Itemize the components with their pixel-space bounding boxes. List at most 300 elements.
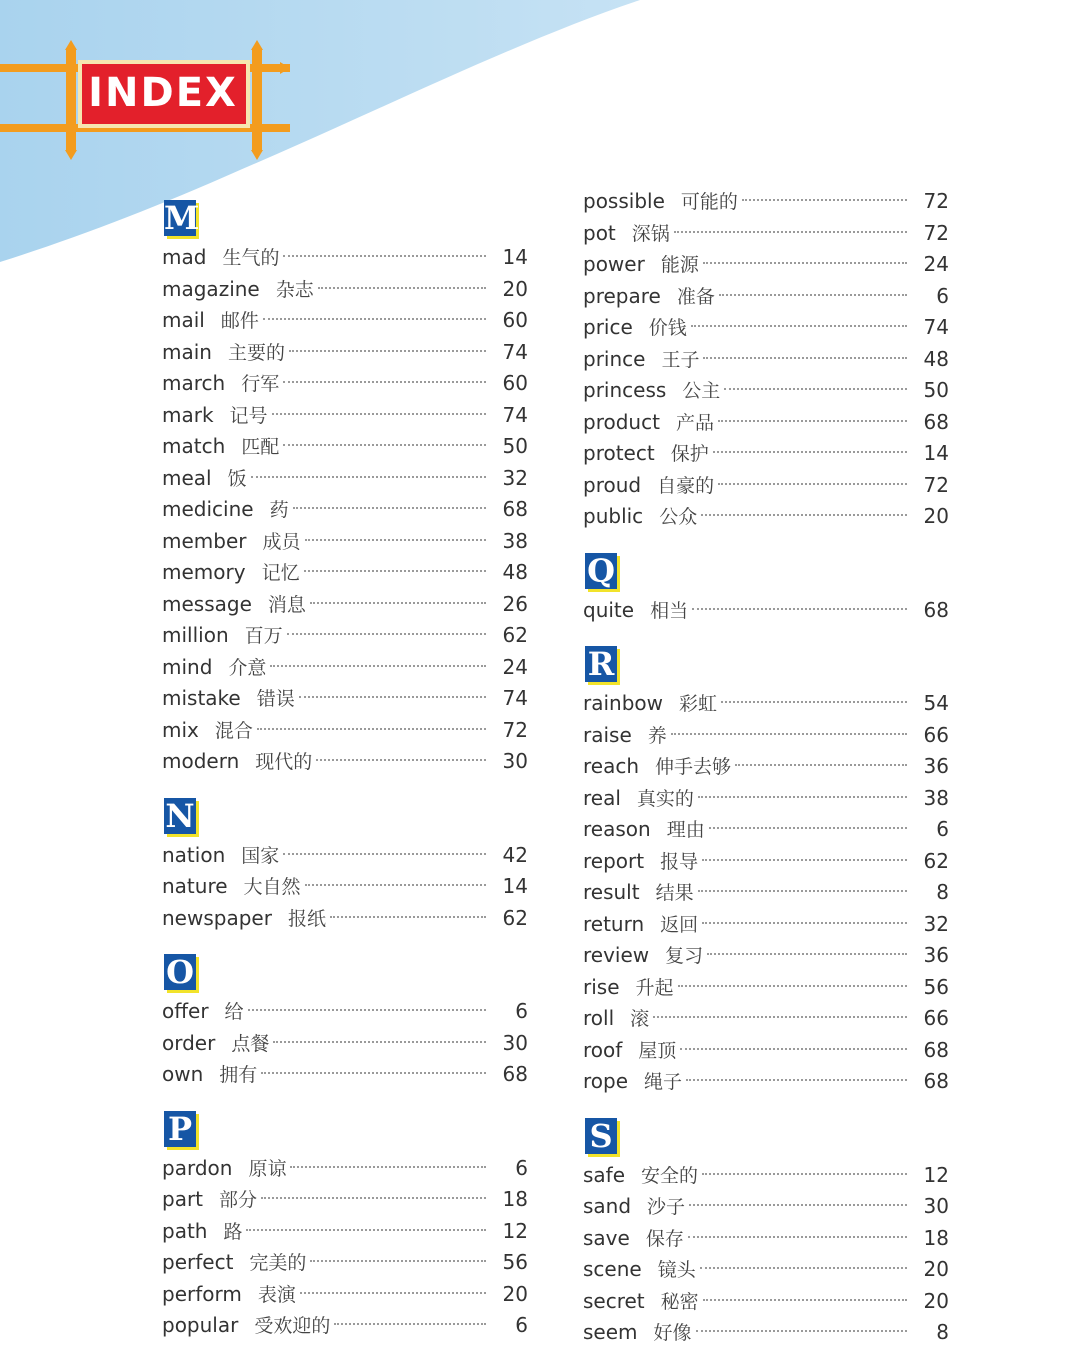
entry-word: report [583, 848, 645, 873]
dot-leader [283, 255, 486, 257]
entry-page-number: 50 [502, 434, 528, 458]
section-n-entries [162, 840, 528, 935]
section-letter-q: Q [585, 553, 617, 589]
entry-word: product [583, 409, 660, 434]
section-p [162, 1111, 528, 1342]
entry-translation: 错误 [256, 688, 295, 710]
section-letter-s: S [585, 1118, 617, 1154]
entry-word: roll [583, 1006, 615, 1030]
entry-page-number: 12 [923, 1162, 949, 1187]
index-entry [162, 840, 528, 872]
entry-page-number: 72 [923, 472, 949, 497]
index-entry [162, 1059, 528, 1091]
index-entry [583, 218, 949, 250]
entry-word: protect [583, 441, 655, 465]
entry-word: raise [583, 722, 632, 747]
entry-translation: 报导 [660, 850, 699, 873]
section-o-entries [162, 996, 528, 1091]
entry-translation: 养 [647, 724, 667, 747]
entry-translation: 沙子 [647, 1196, 686, 1218]
section-p-continued [583, 186, 949, 533]
dot-leader [703, 1299, 907, 1301]
index-entry [162, 1216, 528, 1248]
entry-translation: 结果 [655, 882, 694, 904]
index-entry [583, 186, 949, 218]
entry-page-number: 20 [502, 1281, 528, 1306]
index-entry [162, 494, 528, 526]
index-column-left [162, 200, 528, 1362]
entry-page-number: 18 [923, 1225, 949, 1250]
dot-leader [299, 696, 486, 698]
index-banner [0, 40, 290, 160]
entry-word: result [583, 880, 640, 904]
dot-leader [678, 985, 907, 987]
index-entry [162, 1184, 528, 1216]
dot-leader [318, 287, 486, 289]
dot-leader [713, 451, 907, 453]
entry-translation: 可能的 [680, 191, 738, 213]
dot-leader [653, 1016, 907, 1018]
entry-page-number: 42 [502, 842, 528, 867]
entry-translation: 记号 [229, 404, 268, 427]
entry-page-number: 56 [502, 1250, 528, 1274]
dot-leader [692, 608, 907, 610]
dot-leader [724, 388, 907, 390]
section-p-entries [162, 1153, 528, 1342]
entry-word: nation [162, 842, 226, 867]
dot-leader [263, 318, 486, 320]
entry-word: part [162, 1187, 204, 1211]
index-entry [583, 344, 949, 376]
entry-word: match [162, 434, 226, 458]
index-entry [583, 281, 949, 313]
entry-page-number: 72 [923, 220, 949, 245]
entry-page-number: 48 [502, 560, 528, 584]
entry-translation: 路 [223, 1220, 243, 1243]
dot-leader [283, 853, 486, 855]
entry-word: march [162, 371, 226, 395]
entry-page-number: 6 [515, 1155, 528, 1180]
entry-page-number: 18 [502, 1187, 528, 1211]
entry-word: possible [583, 189, 665, 213]
dot-leader [316, 759, 486, 761]
entry-page-number: 50 [923, 378, 949, 402]
dot-leader [688, 1236, 907, 1238]
entry-translation: 行军 [241, 373, 280, 395]
entry-word: path [162, 1218, 208, 1243]
entry-word: magazine [162, 276, 260, 301]
section-q [583, 553, 949, 627]
entry-translation: 主要的 [227, 341, 285, 364]
entry-page-number: 12 [502, 1218, 528, 1243]
dot-leader [703, 262, 907, 264]
entry-word: power [583, 252, 645, 276]
entry-word: mistake [162, 686, 241, 710]
section-letter-n: N [165, 796, 195, 835]
entry-translation: 公众 [659, 506, 698, 528]
entry-word: mind [162, 654, 213, 679]
entry-translation: 能源 [660, 254, 699, 276]
section-letter-m: M [164, 199, 200, 237]
dot-leader [696, 1330, 907, 1332]
index-entry [162, 652, 528, 684]
section-n [162, 798, 528, 935]
entry-translation: 部分 [219, 1189, 258, 1211]
entry-translation: 表演 [257, 1283, 296, 1306]
dot-leader [305, 884, 486, 886]
dot-leader [698, 890, 907, 892]
entry-word: pot [583, 220, 616, 245]
dot-leader [330, 916, 486, 918]
index-entry [583, 940, 949, 972]
index-entry [583, 1286, 949, 1318]
entry-word: message [162, 591, 252, 616]
entry-page-number: 6 [515, 999, 528, 1023]
section-s [583, 1118, 949, 1349]
section-m-entries [162, 242, 528, 778]
dot-leader [674, 231, 907, 233]
entry-translation: 升起 [635, 976, 674, 999]
entry-word: price [583, 315, 633, 339]
entry-word: mail [162, 308, 205, 332]
entry-word: sand [583, 1194, 632, 1218]
dot-leader [248, 1009, 486, 1011]
entry-page-number: 14 [502, 874, 528, 898]
entry-word: real [583, 785, 621, 810]
index-entry [162, 1279, 528, 1311]
entry-page-number: 30 [502, 749, 528, 773]
index-entry [583, 1223, 949, 1255]
entry-word: save [583, 1225, 630, 1250]
entry-page-number: 62 [502, 905, 528, 930]
section-o [162, 954, 528, 1091]
entry-word: seem [583, 1320, 638, 1344]
entry-page-number: 60 [502, 308, 528, 332]
entry-translation: 保存 [645, 1227, 684, 1250]
entry-translation: 相当 [650, 599, 689, 622]
dot-leader [290, 1166, 486, 1168]
dot-leader [293, 507, 486, 509]
dot-leader [700, 1267, 907, 1269]
index-entry [583, 1317, 949, 1349]
entry-page-number: 20 [502, 276, 528, 301]
entry-translation: 受欢迎的 [254, 1315, 331, 1337]
index-entry [583, 688, 949, 720]
entry-translation: 介意 [228, 656, 267, 679]
dot-leader [289, 350, 486, 352]
index-entry [583, 846, 949, 878]
entry-word: perfect [162, 1250, 234, 1274]
index-entry [583, 783, 949, 815]
dot-leader [272, 413, 486, 415]
entry-page-number: 20 [923, 504, 949, 528]
entry-word: newspaper [162, 905, 272, 930]
index-column-right [583, 186, 949, 1369]
dot-leader [689, 1204, 907, 1206]
entry-word: public [583, 504, 644, 528]
entry-translation: 王子 [661, 348, 700, 371]
dot-leader [718, 483, 907, 485]
entry-word: order [162, 1030, 216, 1055]
dot-leader [719, 294, 907, 296]
dot-leader [300, 1292, 486, 1294]
entry-word: proud [583, 472, 642, 497]
dot-leader [273, 1041, 486, 1043]
entry-page-number: 24 [502, 654, 528, 679]
entry-translation: 点餐 [231, 1032, 270, 1055]
entry-word: prepare [583, 283, 661, 308]
entry-translation: 绳子 [644, 1071, 683, 1093]
entry-page-number: 6 [515, 1313, 528, 1337]
index-entry [583, 249, 949, 281]
entry-word: meal [162, 465, 212, 490]
entry-page-number: 68 [923, 1069, 949, 1093]
index-entry [583, 470, 949, 502]
dot-leader [261, 1197, 486, 1199]
entry-page-number: 6 [936, 283, 949, 308]
entry-page-number: 68 [502, 1062, 528, 1086]
entry-word: main [162, 339, 212, 364]
dot-leader [257, 728, 486, 730]
entry-page-number: 8 [936, 880, 949, 904]
index-entry [162, 400, 528, 432]
entry-word: million [162, 623, 229, 647]
entry-translation: 成员 [262, 530, 301, 553]
dot-leader [287, 633, 486, 635]
index-entry [162, 620, 528, 652]
dot-leader [709, 827, 907, 829]
entry-translation: 伸手去够 [655, 756, 732, 778]
dot-leader [246, 1229, 486, 1231]
index-entry [162, 1028, 528, 1060]
entry-word: return [583, 911, 645, 936]
index-entry [162, 589, 528, 621]
entry-word: reach [583, 754, 640, 778]
entry-page-number: 54 [923, 691, 949, 715]
entry-translation: 混合 [214, 719, 253, 742]
dot-leader [707, 953, 907, 955]
entry-page-number: 30 [502, 1030, 528, 1055]
entry-translation: 给 [224, 1001, 244, 1023]
entry-word: safe [583, 1162, 626, 1187]
entry-translation: 生气的 [222, 247, 280, 269]
entry-page-number: 74 [923, 315, 949, 339]
entry-translation: 滚 [630, 1008, 650, 1030]
index-entry [583, 438, 949, 470]
dot-leader [671, 733, 907, 735]
entry-word: reason [583, 817, 651, 841]
entry-translation: 安全的 [641, 1164, 699, 1187]
entry-word: popular [162, 1313, 239, 1337]
index-entry [162, 463, 528, 495]
entry-translation: 邮件 [220, 310, 259, 332]
entry-translation: 价钱 [648, 317, 687, 339]
entry-page-number: 66 [923, 722, 949, 747]
index-entry [583, 751, 949, 783]
index-entry [583, 814, 949, 846]
entry-page-number: 60 [502, 371, 528, 395]
dot-leader [718, 420, 907, 422]
entry-translation: 完美的 [249, 1252, 307, 1274]
entry-page-number: 74 [502, 339, 528, 364]
index-entry [583, 501, 949, 533]
entry-page-number: 30 [923, 1194, 949, 1218]
dot-leader [270, 665, 486, 667]
entry-page-number: 32 [923, 911, 949, 936]
index-entry [162, 242, 528, 274]
entry-translation: 理由 [666, 819, 705, 841]
index-entry [162, 1153, 528, 1185]
dot-leader [680, 1048, 907, 1050]
entry-page-number: 24 [923, 252, 949, 276]
dot-leader [251, 476, 486, 478]
dot-leader [701, 514, 907, 516]
index-entry [162, 871, 528, 903]
entry-word: modern [162, 749, 240, 773]
entry-translation: 保护 [670, 443, 709, 465]
entry-word: nature [162, 874, 228, 898]
entry-page-number: 38 [923, 785, 949, 810]
entry-word: perform [162, 1281, 242, 1306]
entry-translation: 饭 [227, 467, 247, 490]
index-entry [162, 1247, 528, 1279]
dot-leader [283, 381, 486, 383]
entry-translation: 药 [269, 499, 289, 521]
index-entry [583, 1066, 949, 1098]
entry-page-number: 74 [502, 686, 528, 710]
entry-page-number: 68 [923, 1037, 949, 1062]
index-entry [583, 877, 949, 909]
index-title: INDEX [88, 70, 238, 116]
index-entry [583, 1254, 949, 1286]
dot-leader [735, 764, 907, 766]
entry-page-number: 72 [923, 189, 949, 213]
dot-leader [283, 444, 486, 446]
dot-leader [305, 539, 486, 541]
dot-leader [702, 859, 907, 861]
index-entry [583, 1191, 949, 1223]
entry-translation: 拥有 [219, 1064, 258, 1086]
entry-word: medicine [162, 497, 254, 521]
entry-page-number: 32 [502, 465, 528, 490]
section-r-entries [583, 688, 949, 1098]
dot-leader [304, 570, 486, 572]
entry-page-number: 14 [502, 245, 528, 269]
entry-translation: 复习 [665, 945, 704, 967]
dot-leader [686, 1079, 907, 1081]
index-entry [583, 595, 949, 627]
dot-leader [702, 922, 907, 924]
index-entry [583, 972, 949, 1004]
entry-page-number: 36 [923, 943, 949, 967]
index-entry [162, 715, 528, 747]
index-entry [162, 368, 528, 400]
entry-word: rope [583, 1069, 629, 1093]
entry-page-number: 74 [502, 402, 528, 427]
section-s-entries [583, 1160, 949, 1349]
entry-word: princess [583, 378, 667, 402]
index-entry [583, 407, 949, 439]
index-entry [162, 996, 528, 1028]
entry-word: own [162, 1062, 204, 1086]
entry-page-number: 66 [923, 1006, 949, 1030]
entry-word: rainbow [583, 691, 663, 715]
dot-leader [702, 1173, 907, 1175]
entry-page-number: 56 [923, 974, 949, 999]
dot-leader [742, 199, 907, 201]
entry-page-number: 14 [923, 441, 949, 465]
entry-page-number: 26 [502, 591, 528, 616]
section-r [583, 646, 949, 1098]
entry-word: mad [162, 245, 207, 269]
index-entry [583, 312, 949, 344]
dot-leader [310, 602, 486, 604]
index-entry [162, 305, 528, 337]
entry-translation: 杂志 [275, 278, 314, 301]
index-entry [162, 557, 528, 589]
entry-page-number: 38 [502, 528, 528, 553]
entry-translation: 消息 [267, 593, 306, 616]
entry-word: mark [162, 402, 214, 427]
entry-translation: 镜头 [657, 1259, 696, 1281]
entry-word: quite [583, 597, 635, 622]
entry-word: rise [583, 974, 620, 999]
entry-word: pardon [162, 1155, 233, 1180]
entry-translation: 国家 [241, 844, 280, 867]
entry-translation: 记忆 [261, 562, 300, 584]
entry-translation: 匹配 [241, 436, 280, 458]
entry-page-number: 62 [923, 848, 949, 873]
entry-word: member [162, 528, 247, 553]
entry-translation: 百万 [244, 625, 283, 647]
entry-translation: 自豪的 [657, 474, 715, 497]
section-letter-o: O [164, 954, 196, 990]
entry-page-number: 72 [502, 717, 528, 742]
index-entry [583, 1160, 949, 1192]
entry-page-number: 36 [923, 754, 949, 778]
index-entry [162, 903, 528, 935]
index-entry [162, 337, 528, 369]
section-m [162, 200, 528, 778]
entry-translation: 现代的 [255, 751, 313, 773]
index-entry [162, 431, 528, 463]
section-q-entries [583, 595, 949, 627]
entry-translation: 好像 [653, 1322, 692, 1344]
entry-word: mix [162, 717, 199, 742]
entry-word: prince [583, 346, 646, 371]
dot-leader [261, 1072, 486, 1074]
entry-word: offer [162, 999, 209, 1023]
index-entry [162, 526, 528, 558]
entry-translation: 准备 [676, 285, 715, 308]
entry-word: review [583, 943, 650, 967]
entry-translation: 屋顶 [638, 1039, 677, 1062]
entry-page-number: 20 [923, 1288, 949, 1313]
index-entry [583, 909, 949, 941]
entry-page-number: 62 [502, 623, 528, 647]
entry-word: secret [583, 1288, 645, 1313]
entry-page-number: 8 [936, 1320, 949, 1344]
entry-translation: 原谅 [248, 1157, 287, 1180]
entry-page-number: 48 [923, 346, 949, 371]
section-p-continued-entries [583, 186, 949, 533]
dot-leader [310, 1260, 486, 1262]
entry-page-number: 20 [923, 1257, 949, 1281]
entry-page-number: 68 [923, 597, 949, 622]
entry-page-number: 68 [502, 497, 528, 521]
entry-translation: 真实的 [636, 787, 694, 810]
entry-page-number: 68 [923, 409, 949, 434]
